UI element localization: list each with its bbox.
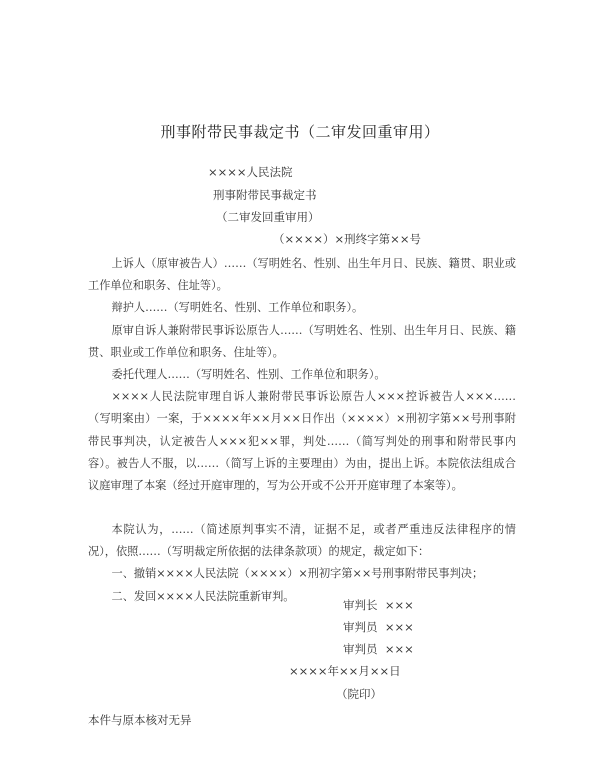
court-seal: （院印） (336, 687, 382, 701)
signature-role: 审判长 (343, 598, 378, 612)
paragraph-plaintiff: 原审自诉人兼附带民事诉讼原告人……（写明姓名、性别、出生年月日、民族、籍贯、职业或工作单位和职务、住址等）。 (88, 324, 516, 360)
paragraph-appellant: 上诉人（原审被告人）……（写明姓名、性别、出生年月日、民族、籍贯、职业或工作单位和职务、住址等）。 (88, 257, 516, 293)
ruling-date: ××××年××月××日 (289, 664, 401, 678)
ruling-item-2: 二、发回××××人民法院重新审判。 (111, 590, 295, 603)
signature-name: ××× (384, 620, 414, 634)
paragraph-defender: 辩护人……（写明姓名、性别、工作单位和职务）。 (111, 301, 364, 314)
document-type: 刑事附带民事裁定书 (213, 188, 317, 202)
signature-line (343, 597, 414, 613)
signature-role: 审判员 (343, 642, 378, 656)
signature-name: ××× (384, 598, 414, 612)
footer-note: 本件与原本核对无异 (88, 713, 192, 727)
ruling-item-1: 一、撤销××××人民法院（××××）×刑初字第××号刑事附带民事判决； (111, 567, 484, 580)
paragraph-case-history: ××××人民法院审理自诉人兼附带民事诉讼原告人×××控诉被告人×××……（写明案由）一案，于××××年××月××日作出（××××）×刑初字第××号刑事附带民事判决，认定被告人×××犯××罪，判处……（简写判处的刑事和附带民事内容）。被告人不服，以……（简写上诉的主要理由）为由，提出上诉。本院依法组成合议庭审理了本案（经过开庭审理的，写为公开或不公开开庭审理了本案等）。 (88, 390, 516, 493)
paragraph-court-opinion: 本院认为，……（简述原判事实不清，证据不足，或者严重违反法律程序的情况），依照……（写明裁定所依据的法律条款项）的规定，裁定如下： (88, 523, 516, 559)
signature-name: ××× (384, 642, 414, 656)
document-title: 刑事附带民事裁定书（二审发回重审用） (160, 123, 440, 141)
case-number: （××××）×刑终字第××号 (273, 232, 421, 246)
signature-line (343, 641, 414, 657)
signature-role: 审判员 (343, 620, 378, 634)
signature-line (343, 619, 414, 635)
document-subtitle: （二审发回重审用） (216, 210, 320, 224)
paragraph-agent: 委托代理人……（写明姓名、性别、工作单位和职务）。 (111, 368, 386, 381)
court-header: ××××人民法院 (208, 165, 293, 179)
